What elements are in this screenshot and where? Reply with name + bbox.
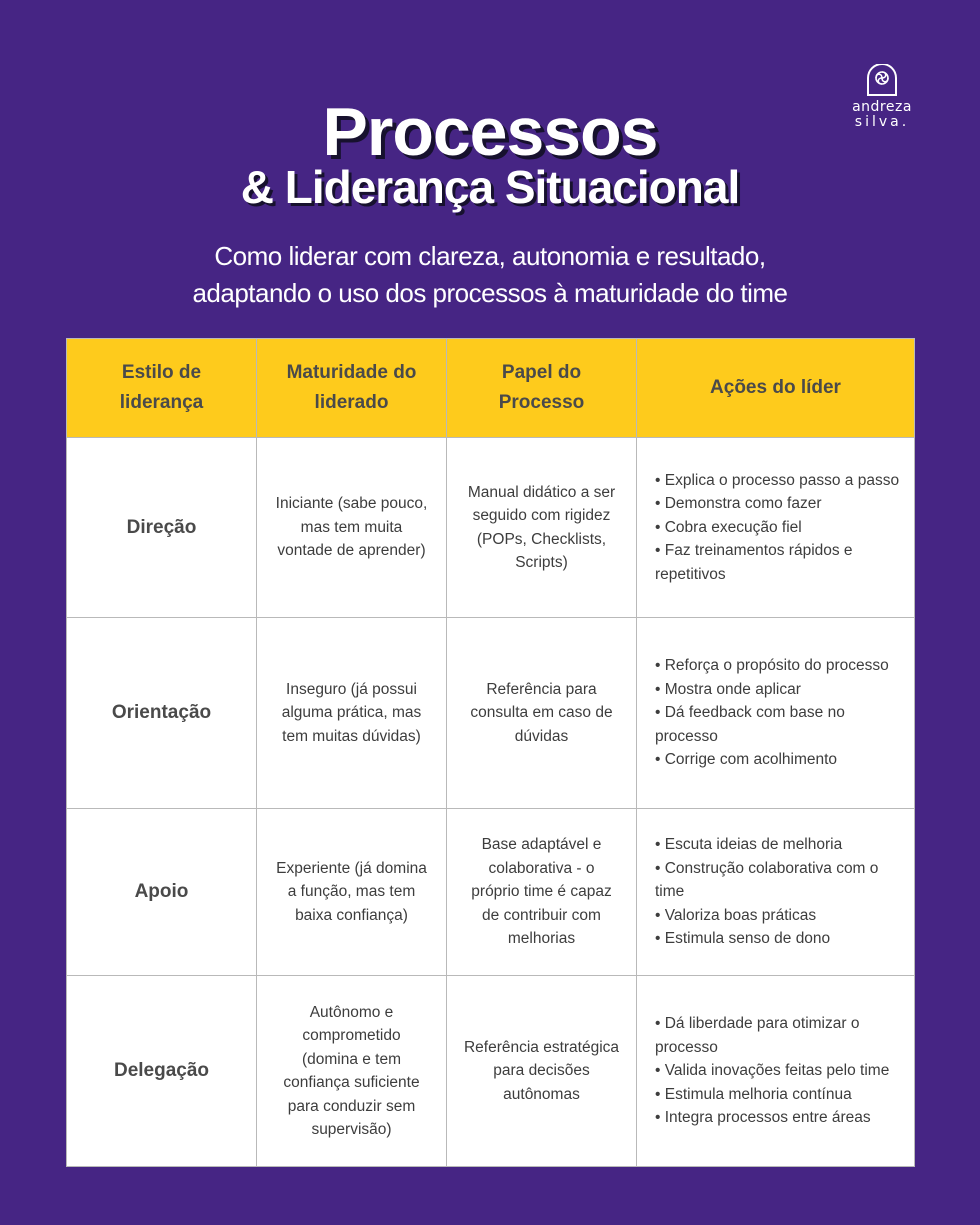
action-item: • Cobra execução fiel — [655, 516, 900, 540]
actions-list — [655, 469, 900, 587]
action-item: • Estimula melhoria contínua — [655, 1083, 900, 1107]
style-cell: Orientação — [67, 618, 257, 809]
action-item: • Reforça o propósito do processo — [655, 654, 900, 678]
actions-list — [655, 833, 900, 951]
maturity-cell: Experiente (já domina a função, mas tem baixa confiança) — [257, 809, 447, 976]
actions-cell — [637, 809, 915, 976]
process-role-cell: Manual didático a ser seguido com rigidez (POPs, Checklists, Scripts) — [447, 438, 637, 618]
style-cell: Delegação — [67, 976, 257, 1167]
actions-cell — [637, 438, 915, 618]
action-item: • Integra processos entre áreas — [655, 1106, 900, 1130]
lead-text — [0, 238, 980, 312]
action-item: • Dá feedback com base no processo — [655, 701, 900, 748]
action-item: • Escuta ideias de melhoria — [655, 833, 900, 857]
maturity-cell: Autônomo e comprometido (domina e tem confiança suficiente para conduzir sem supervisão) — [257, 976, 447, 1167]
table-row — [67, 809, 915, 976]
action-item: • Corrige com acolhimento — [655, 748, 900, 772]
actions-list — [655, 654, 900, 772]
logo-text-line2: silva. — [854, 114, 910, 130]
actions-list — [655, 1012, 900, 1130]
actions-cell — [637, 976, 915, 1167]
action-item: • Valida inovações feitas pelo time — [655, 1059, 900, 1083]
header-style: Estilo de liderança — [67, 339, 257, 438]
action-item: • Valoriza boas práticas — [655, 904, 900, 928]
action-item: • Estimula senso de dono — [655, 927, 900, 951]
header-process-role: Papel do Processo — [447, 339, 637, 438]
process-role-cell: Referência para consulta em caso de dúvidas — [447, 618, 637, 809]
action-item: • Mostra onde aplicar — [655, 678, 900, 702]
process-role-cell: Referência estratégica para decisões autônomas — [447, 976, 637, 1167]
style-cell: Apoio — [67, 809, 257, 976]
header-maturity: Maturidade do liderado — [257, 339, 447, 438]
logo-text-line1: andreza — [852, 99, 912, 115]
actions-cell — [637, 618, 915, 809]
leadership-table — [66, 338, 915, 1167]
action-item: • Demonstra como fazer — [655, 492, 900, 516]
maturity-cell: Inseguro (já possui alguma prática, mas tem muitas dúvidas) — [257, 618, 447, 809]
style-cell: Direção — [67, 438, 257, 618]
action-item: • Dá liberdade para otimizar o processo — [655, 1012, 900, 1059]
table-header-row — [67, 339, 915, 438]
lead-line-2: adaptando o uso dos processos à maturidade do time — [192, 278, 788, 308]
table-row — [67, 438, 915, 618]
table-row — [67, 618, 915, 809]
action-item: • Faz treinamentos rápidos e repetitivos — [655, 539, 900, 586]
maturity-cell: Iniciante (sabe pouco, mas tem muita vontade de aprender) — [257, 438, 447, 618]
page-title: Processos — [322, 94, 658, 170]
table-row — [67, 976, 915, 1167]
process-role-cell: Base adaptável e colaborativa - o próprio time é capaz de contribuir com melhorias — [447, 809, 637, 976]
action-item: • Construção colaborativa com o time — [655, 857, 900, 904]
header-leader-actions: Ações do líder — [637, 339, 915, 438]
action-item: • Explica o processo passo a passo — [655, 469, 900, 493]
page-subtitle: & Liderança Situacional — [240, 161, 740, 213]
lead-line-1: Como liderar com clareza, autonomia e resultado, — [214, 241, 766, 271]
